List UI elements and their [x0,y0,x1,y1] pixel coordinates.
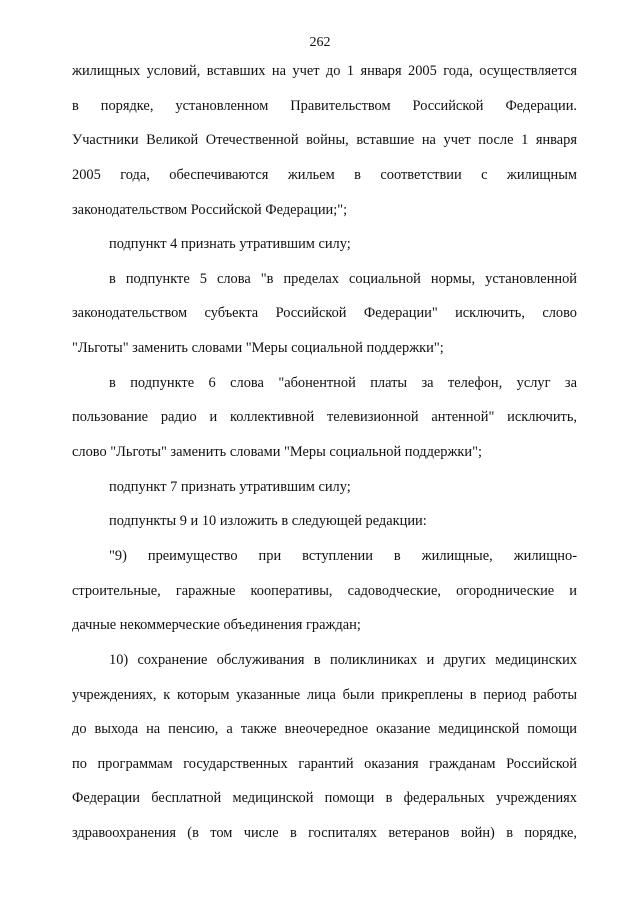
text-line: по программам государственных гарантий оказания гражданам Российской [72,755,577,772]
body-text [72,59,577,856]
text-line: Участники Великой Отечественной войны, вставшие на учет после 1 января [72,132,577,149]
text-line: до выхода на пенсию, а также внеочередное оказание медицинской помощи [72,721,577,738]
text-line: подпункты 9 и 10 изложить в следующей редакции: [109,513,427,530]
text-line: Федерации бесплатной медицинской помощи в федеральных учреждениях [72,790,577,807]
text-line: в подпункте 5 слова "в пределах социальной нормы, установленной [109,270,577,287]
text-line: подпункт 4 признать утратившим силу; [109,236,351,253]
text-line: пользование радио и коллективной телевизионной антенной" исключить, [72,409,577,426]
text-line: законодательством субъекта Российской Федерации" исключить, слово [72,305,577,322]
page-number: 262 [309,35,331,50]
text-line: в подпункте 6 слова "абонентной платы за телефон, услуг за [109,374,577,391]
text-line: законодательством Российской Федерации;"; [72,201,348,218]
text-line: подпункт 7 признать утратившим силу; [109,478,351,495]
text-line: слово "Льготы" заменить словами "Меры социальной поддержки"; [72,444,482,461]
text-line: в порядке, установленном Правительством Российской Федерации. [72,97,577,114]
text-line: "Льготы" заменить словами "Меры социальной поддержки"; [72,340,444,357]
text-line: дачные некоммерческие объединения граждан; [72,617,361,634]
text-line: строительные, гаражные кооперативы, садоводческие, огороднические и [72,582,577,599]
text-line: здравоохранения (в том числе в госпиталях ветеранов войн) в порядке, [72,825,577,842]
text-line: жилищных условий, вставших на учет до 1 января 2005 года, осуществляется [72,63,577,79]
text-line: 10) сохранение обслуживания в поликлиниках и других медицинских [109,651,577,668]
text-line: учреждениях, к которым указанные лица были прикреплены в период работы [72,686,577,703]
text-line: 2005 года, обеспечиваются жильем в соответствии с жилищным [72,166,577,183]
text-line: "9) преимущество при вступлении в жилищные, жилищно- [109,547,577,564]
